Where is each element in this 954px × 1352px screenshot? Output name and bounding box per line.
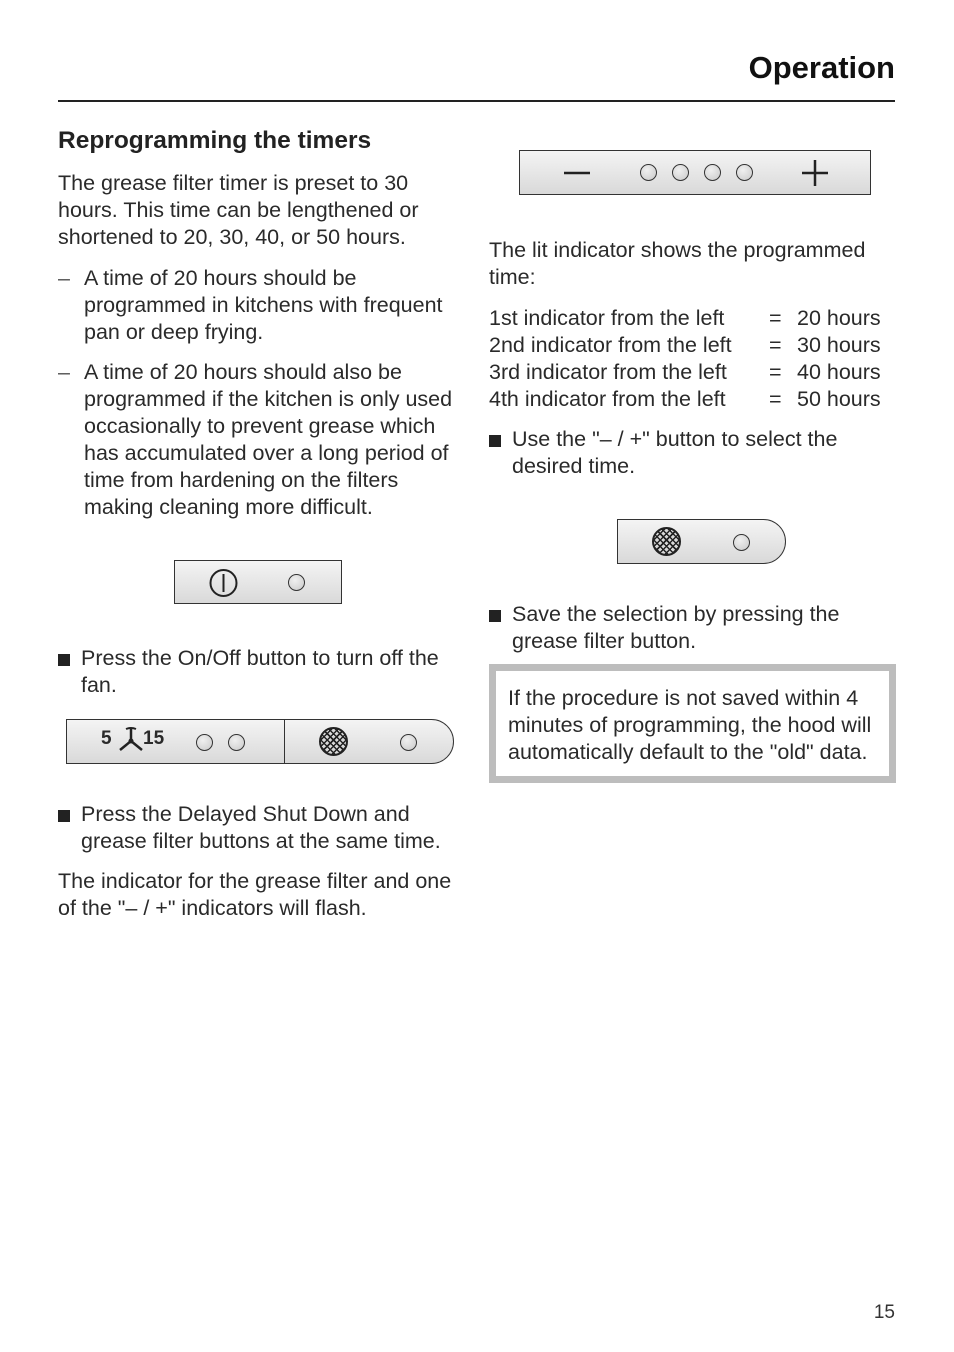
step-text: Press the Delayed Shut Down and grease filter buttons at the same time. (81, 802, 441, 853)
note-box (489, 664, 896, 783)
table-cell-label: 4th indicator from the left (489, 387, 726, 411)
grease-filter-button[interactable] (617, 519, 786, 564)
table-row (489, 386, 899, 413)
plus-button[interactable] (798, 159, 832, 187)
timer-adjust-panel (519, 150, 871, 195)
right-column (489, 150, 899, 783)
indicator-table (489, 305, 899, 413)
table-cell-eq: = (769, 333, 782, 357)
delay-min-label: 5 (101, 728, 112, 749)
table-cell-label: 2nd indicator from the left (489, 333, 732, 357)
grease-indicator-light (400, 734, 417, 751)
delay-indicator-light (196, 734, 213, 751)
timer-indicator-light (640, 164, 657, 181)
left-column (58, 126, 468, 922)
timer-indicator-light (672, 164, 689, 181)
list-item-text: A time of 20 hours should also be programmed if the kitchen is only used occasionally to prevent grease which has accumulated over a long period of time from hardening on the filters making cleaning more difficult. (84, 360, 453, 519)
delay-shutdown-button[interactable] (66, 719, 285, 764)
bullet-square (489, 610, 501, 622)
grease-indicator-light (733, 534, 750, 551)
grease-filter-icon (652, 527, 681, 556)
power-icon (208, 569, 239, 597)
step-text: Press the On/Off button to turn off the fan. (81, 646, 439, 697)
intro-paragraph: The grease filter timer is preset to 30 hours. This time can be lengthened or shortened to 20, 30, 40, or 50 hours. (58, 171, 419, 249)
timer-indicator-light (736, 164, 753, 181)
onoff-panel (174, 560, 342, 604)
table-cell-value: 40 hours (797, 360, 881, 384)
delay-indicator-light (228, 734, 245, 751)
delay-grease-panel (66, 719, 454, 764)
dash-marker: – (58, 266, 70, 290)
flash-paragraph: The indicator for the grease filter and one of the "– / +" indicators will flash. (58, 869, 452, 920)
table-row (489, 305, 899, 332)
note-text: If the procedure is not saved within 4 minutes of programming, the hood will automatically default to the "old" data. (508, 686, 872, 764)
dash-marker: – (58, 360, 70, 384)
minus-button[interactable] (560, 159, 594, 187)
table-cell-value: 50 hours (797, 387, 881, 411)
minus-icon (560, 159, 594, 187)
table-cell-eq: = (769, 306, 782, 330)
instruction-step (58, 645, 468, 699)
list-item (58, 265, 468, 346)
instruction-step (489, 601, 899, 655)
power-indicator-light (288, 574, 305, 591)
power-button[interactable] (208, 569, 239, 597)
table-row (489, 359, 899, 386)
delay-max-label: 15 (143, 728, 165, 749)
grease-filter-button[interactable] (284, 719, 454, 764)
table-cell-eq: = (769, 360, 782, 384)
bullet-square (58, 654, 70, 666)
table-cell-eq: = (769, 387, 782, 411)
bullet-square (58, 810, 70, 822)
page-number: 15 (873, 1302, 895, 1323)
plus-icon (798, 159, 832, 187)
table-cell-label: 3rd indicator from the left (489, 360, 727, 384)
table-row (489, 332, 899, 359)
grease-filter-icon (319, 727, 348, 756)
bullet-square (489, 435, 501, 447)
page-title: Operation (748, 50, 895, 85)
table-cell-value: 30 hours (797, 333, 881, 357)
section-title: Reprogramming the timers (58, 127, 372, 154)
table-cell-value: 20 hours (797, 306, 881, 330)
lit-paragraph: The lit indicator shows the programmed time: (489, 238, 866, 289)
list-item (58, 359, 468, 521)
step-text: Save the selection by pressing the grease filter button. (512, 602, 840, 653)
instruction-step (58, 801, 468, 855)
table-cell-label: 1st indicator from the left (489, 306, 725, 330)
list-item-text: A time of 20 hours should be programmed in kitchens with frequent pan or deep frying. (84, 266, 443, 344)
header-divider (58, 100, 895, 102)
instruction-step (489, 426, 899, 480)
timer-indicator-light (704, 164, 721, 181)
step-text: Use the "– / +" button to select the desired time. (512, 427, 838, 478)
